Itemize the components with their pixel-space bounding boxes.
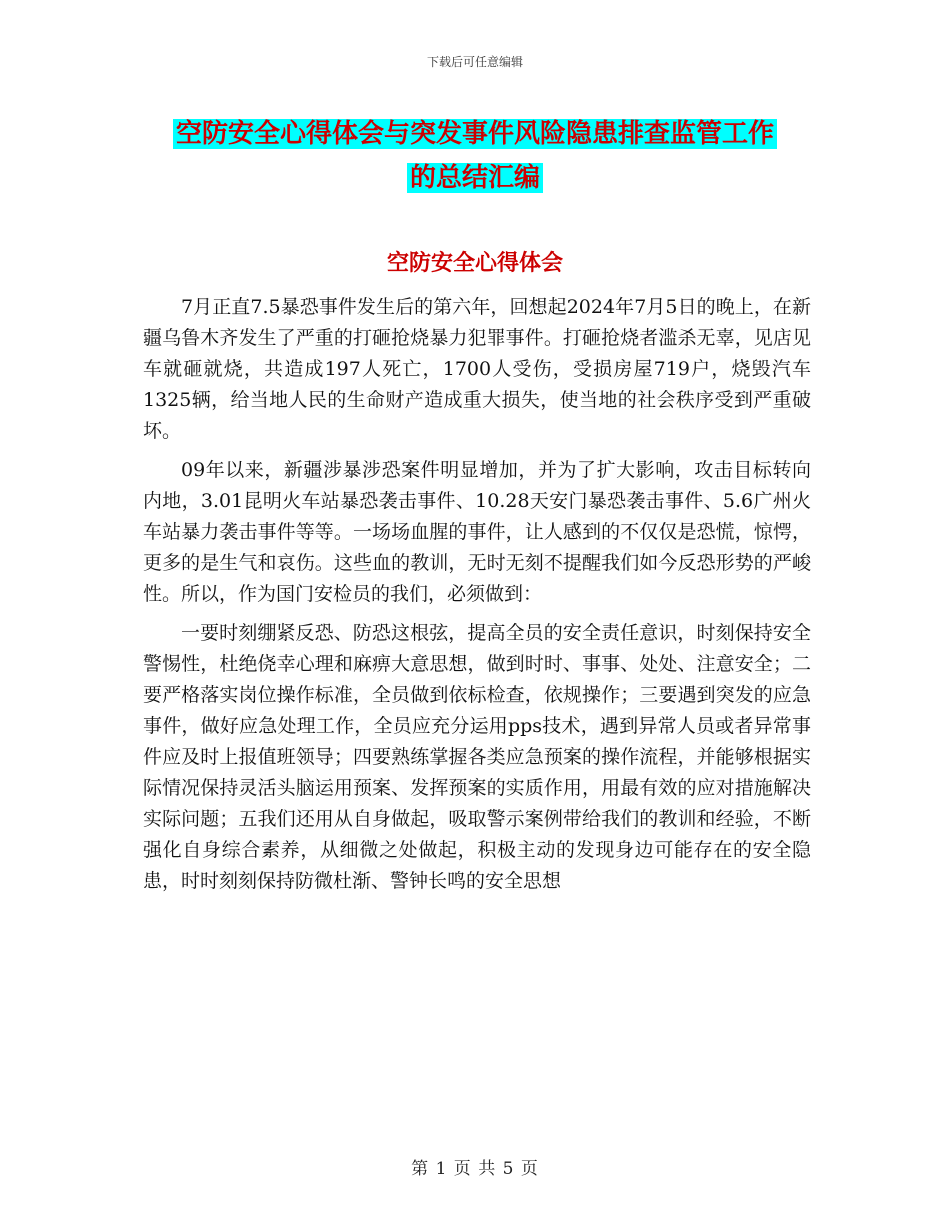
document-title <box>150 112 800 200</box>
title-line-2: 的总结汇编 <box>407 163 543 193</box>
title-line-1: 空防安全心得体会与突发事件风险隐患排查监管工作 <box>173 119 777 149</box>
body-paragraph: 09年以来，新疆涉暴涉恐案件明显增加，并为了扩大影响，攻击目标转向内地，3.01昆明火车站暴恐袭击事件、10.28天安门暴恐袭击事件、5.6广州火车站暴力袭击事件等等。一场场血腥的事件，让人感到的不仅仅是恐慌，惊愕，更多的是生气和哀伤。这些血的教训，无时无刻不提醒我们如今反恐形势的严峻性。所以，作为国门安检员的我们，必须做到： <box>143 459 811 605</box>
page-footer: 第 1 页 共 5 页 <box>411 1159 539 1179</box>
body-paragraph: 一要时刻绷紧反恐、防恐这根弦，提高全员的安全责任意识，时刻保持安全警惕性，杜绝侥幸心理和麻痹大意思想，做到时时、事事、处处、注意安全；二要严格落实岗位操作标准，全员做到依标检查，依规操作；三要遇到突发的应急事件，做好应急处理工作，全员应充分运用pps技术，遇到异常人员或者异常事件应及时上报值班领导；四要熟练掌握各类应急预案的操作流程，并能够根据实际情况保持灵活头脑运用预案、发挥预案的实质作用，用最有效的应对措施解决实际问题；五我们还用从自身做起，吸取警示案例带给我们的教训和经验，不断强化自身综合素养，从细微之处做起，积极主动的发现身边可能存在的安全隐患，时时刻刻保持防微杜渐、警钟长鸣的安全思想 <box>143 622 811 892</box>
section-title: 空防安全心得体会 <box>386 251 563 276</box>
document-body <box>143 292 811 897</box>
page-header-note: 下载后可任意编辑 <box>426 55 523 69</box>
body-paragraph: 7月正直7.5暴恐事件发生后的第六年，回想起2024年7月5日的晚上，在新疆乌鲁木齐发生了严重的打砸抢烧暴力犯罪事件。打砸抢烧者滥杀无辜，见店见车就砸就烧，共造成197人死亡，1700人受伤，受损房屋719户，烧毁汽车1325辆，给当地人民的生命财产造成重大损失，使当地的社会秩序受到严重破坏。 <box>143 296 811 442</box>
